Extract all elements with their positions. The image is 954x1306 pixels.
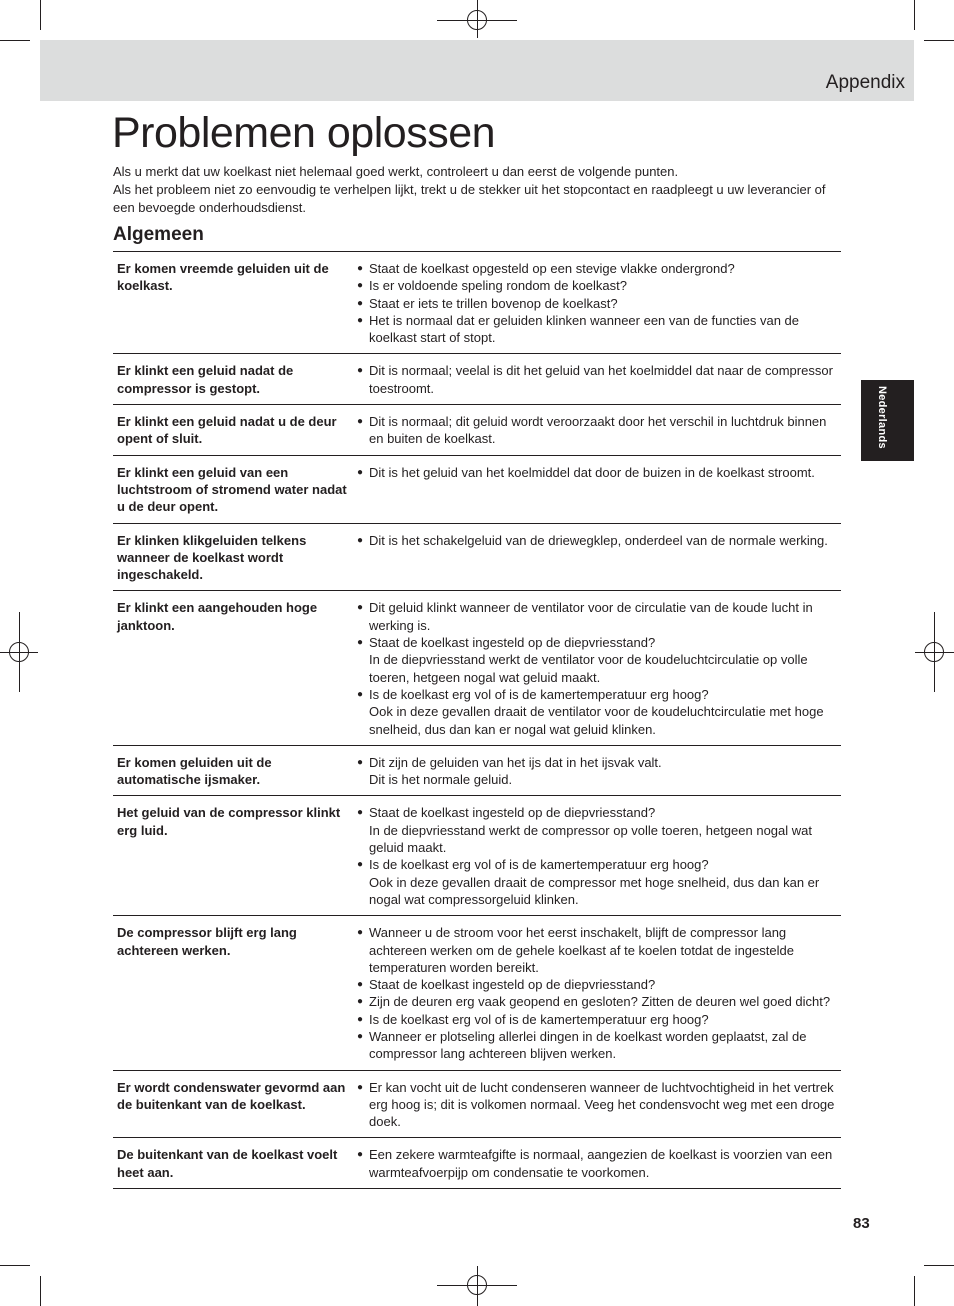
troubleshooting-table	[113, 251, 841, 1189]
problem-cell: Er komen vreemde geluiden uit de koelkast.	[117, 261, 329, 294]
table-row	[113, 796, 841, 916]
solution-item: ● Dit zijn de geluiden van het ijs dat in het ijsvak valt. Dit is het normale geluid.	[357, 754, 662, 788]
problem-cell: Er klinkt een geluid nadat u de deur opent of sluit.	[117, 414, 337, 447]
language-tab-label: Nederlands	[876, 386, 888, 449]
solution-item: ● Is de koelkast erg vol of is de kamertemperatuur erg hoog?	[357, 1011, 709, 1027]
solution-item: ● Het is normaal dat er geluiden klinken wanneer een van de functies van de koelkast start of stopt.	[357, 312, 799, 346]
table-row	[113, 916, 841, 1070]
solution-item: ● Dit is het schakelgeluid van de driewegklep, onderdeel van de normale werking.	[357, 532, 828, 548]
solution-item: ● Staat er iets te trillen bovenop de koelkast?	[357, 295, 618, 311]
intro-line-1: Als u merkt dat uw koelkast niet helemaal goed werkt, controleert u dan eerst de volgende punten.	[113, 164, 679, 179]
bullet-icon: ●	[357, 859, 364, 871]
solution-item: ● Is de koelkast erg vol of is de kamertemperatuur erg hoog? Ook in deze gevallen draait de ventilator voor de koudeluchtcirculatie met hoge snelheid, dus dan kan er nogal wat geluid klinken.	[357, 686, 824, 737]
intro-line-2: Als het probleem niet zo eenvoudig te verhelpen lijkt, trekt u de stekker uit het stopcontact en raadpleegt u uw leverancier of een bevoegde onderhoudsdienst.	[113, 182, 826, 215]
page-title: Problemen oplossen	[112, 109, 496, 157]
solution-item: ● Dit geluid klinkt wanneer de ventilator voor de circulatie van de koude lucht in werking is.	[357, 600, 813, 633]
solution-item: ● Is de koelkast erg vol of is de kamertemperatuur erg hoog? Ook in deze gevallen draait de compressor met hoge snelheid, dus dan kan er nogal wat compressorgeluid klinken.	[357, 857, 820, 907]
table-row	[113, 591, 841, 745]
problem-cell: Het geluid van de compressor klinkt erg luid.	[117, 805, 341, 838]
table-row	[113, 456, 841, 524]
table-row	[113, 524, 841, 592]
solution-item: ● Dit is normaal; veelal is dit het geluid van het koelmiddel dat naar de compressor toestroomt.	[357, 363, 833, 396]
page-number: 83	[853, 1215, 870, 1232]
problem-cell: Er klinken klikgeluiden telkens wanneer de koelkast wordt ingeschakeld.	[117, 532, 307, 583]
solution-item: ● Wanneer er plotseling allerlei dingen in de koelkast worden geplaatst, zal de compressor lang achtereen blijven werken.	[357, 1028, 807, 1062]
solution-item: ● Zijn de deuren erg vaak geopend en gesloten? Zitten de deuren wel goed dicht?	[357, 994, 831, 1010]
problem-cell: Er wordt condenswater gevormd aan de buitenkant van de koelkast.	[117, 1079, 346, 1112]
solution-item: ● Dit is normaal; dit geluid wordt veroorzaakt door het verschil in luchtdruk binnen en buiten de koelkast.	[357, 414, 827, 447]
solution-item: ● Een zekere warmteafgifte is normaal, aangezien de koelkast is voorzien van een warmteafvoerpijp om condensatie te voorkomen.	[357, 1147, 833, 1180]
solution-item: ● Staat de koelkast opgesteld op een stevige vlakke ondergrond?	[357, 261, 735, 276]
table-row	[113, 1071, 841, 1139]
bullet-icon: ●	[357, 927, 364, 939]
solution-item: ● Staat de koelkast ingesteld op de diepvriesstand? In de diepvriesstand werkt de ventilator voor de koudeluchtcirculatie op volle toeren, hetgeen nogal wat geluid maakt.	[357, 635, 808, 685]
solution-item: ● Staat de koelkast ingesteld op de diepvriesstand? In de diepvriesstand werkt de compressor op volle toeren, hetgeen nogal wat geluid maakt.	[357, 805, 812, 856]
header-band	[40, 40, 914, 101]
solution-item: ● Dit is het geluid van het koelmiddel dat door de buizen in de koelkast stroomt.	[357, 464, 815, 480]
table-row	[113, 746, 841, 797]
solution-item: ● Is er voldoende speling rondom de koelkast?	[357, 278, 627, 294]
solution-item: ● Staat de koelkast ingesteld op de diepvriesstand?	[357, 977, 656, 993]
bullet-icon: ●	[357, 466, 364, 478]
solution-list	[355, 260, 841, 346]
table-row	[113, 405, 841, 456]
problem-cell: De compressor blijft erg lang achtereen werken.	[117, 925, 297, 958]
intro-text	[113, 163, 833, 217]
bullet-icon: ●	[357, 688, 364, 700]
solution-list	[355, 1146, 841, 1181]
problem-cell: Er klinkt een geluid van een luchtstroom of stromend water nadat u de deur opent.	[117, 464, 347, 515]
solution-list	[355, 532, 841, 584]
solution-list	[355, 804, 841, 908]
bullet-icon: ●	[357, 637, 364, 649]
table-row	[113, 1138, 841, 1189]
solution-list	[355, 413, 841, 448]
bullet-icon: ●	[357, 280, 364, 292]
problem-cell: De buitenkant van de koelkast voelt heet aan.	[117, 1147, 338, 1180]
language-tab	[861, 380, 914, 461]
section-heading: Algemeen	[113, 224, 204, 245]
table-row	[113, 252, 841, 354]
problem-cell: Er komen geluiden uit de automatische ijsmaker.	[117, 754, 272, 788]
solution-list	[355, 754, 841, 789]
bullet-icon: ●	[357, 1149, 364, 1161]
bullet-icon: ●	[357, 1030, 364, 1042]
bullet-icon: ●	[357, 263, 364, 274]
problem-cell: Er klinkt een aangehouden hoge janktoon.	[117, 600, 318, 633]
problem-cell: Er klinkt een geluid nadat de compressor is gestopt.	[117, 363, 294, 396]
bullet-icon: ●	[357, 365, 364, 377]
bullet-icon: ●	[357, 297, 364, 309]
bullet-icon: ●	[357, 979, 364, 991]
bullet-icon: ●	[357, 1081, 364, 1093]
solution-list	[355, 599, 841, 737]
bullet-icon: ●	[357, 416, 364, 428]
bullet-icon: ●	[357, 807, 364, 819]
bullet-icon: ●	[357, 534, 364, 546]
solution-list	[355, 362, 841, 397]
bullet-icon: ●	[357, 1013, 364, 1025]
bullet-icon: ●	[357, 756, 364, 768]
table-row	[113, 354, 841, 405]
bullet-icon: ●	[357, 602, 364, 614]
solution-item: ● Wanneer u de stroom voor het eerst inschakelt, blijft de compressor lang achtereen werken om de gehele koelkast af te koelen totdat de ingestelde temperaturen worden bereikt.	[357, 925, 794, 975]
solution-list	[355, 1079, 841, 1131]
bullet-icon: ●	[357, 996, 364, 1008]
section-label: Appendix	[825, 72, 905, 93]
solution-item: ● Er kan vocht uit de lucht condenseren wanneer de luchtvochtigheid in het vertrek erg hoog is; dit is volkomen normaal. Veeg het condensvocht weg met een droge doek.	[357, 1079, 835, 1130]
bullet-icon: ●	[357, 314, 364, 326]
solution-list	[355, 464, 841, 516]
solution-list	[355, 924, 841, 1062]
